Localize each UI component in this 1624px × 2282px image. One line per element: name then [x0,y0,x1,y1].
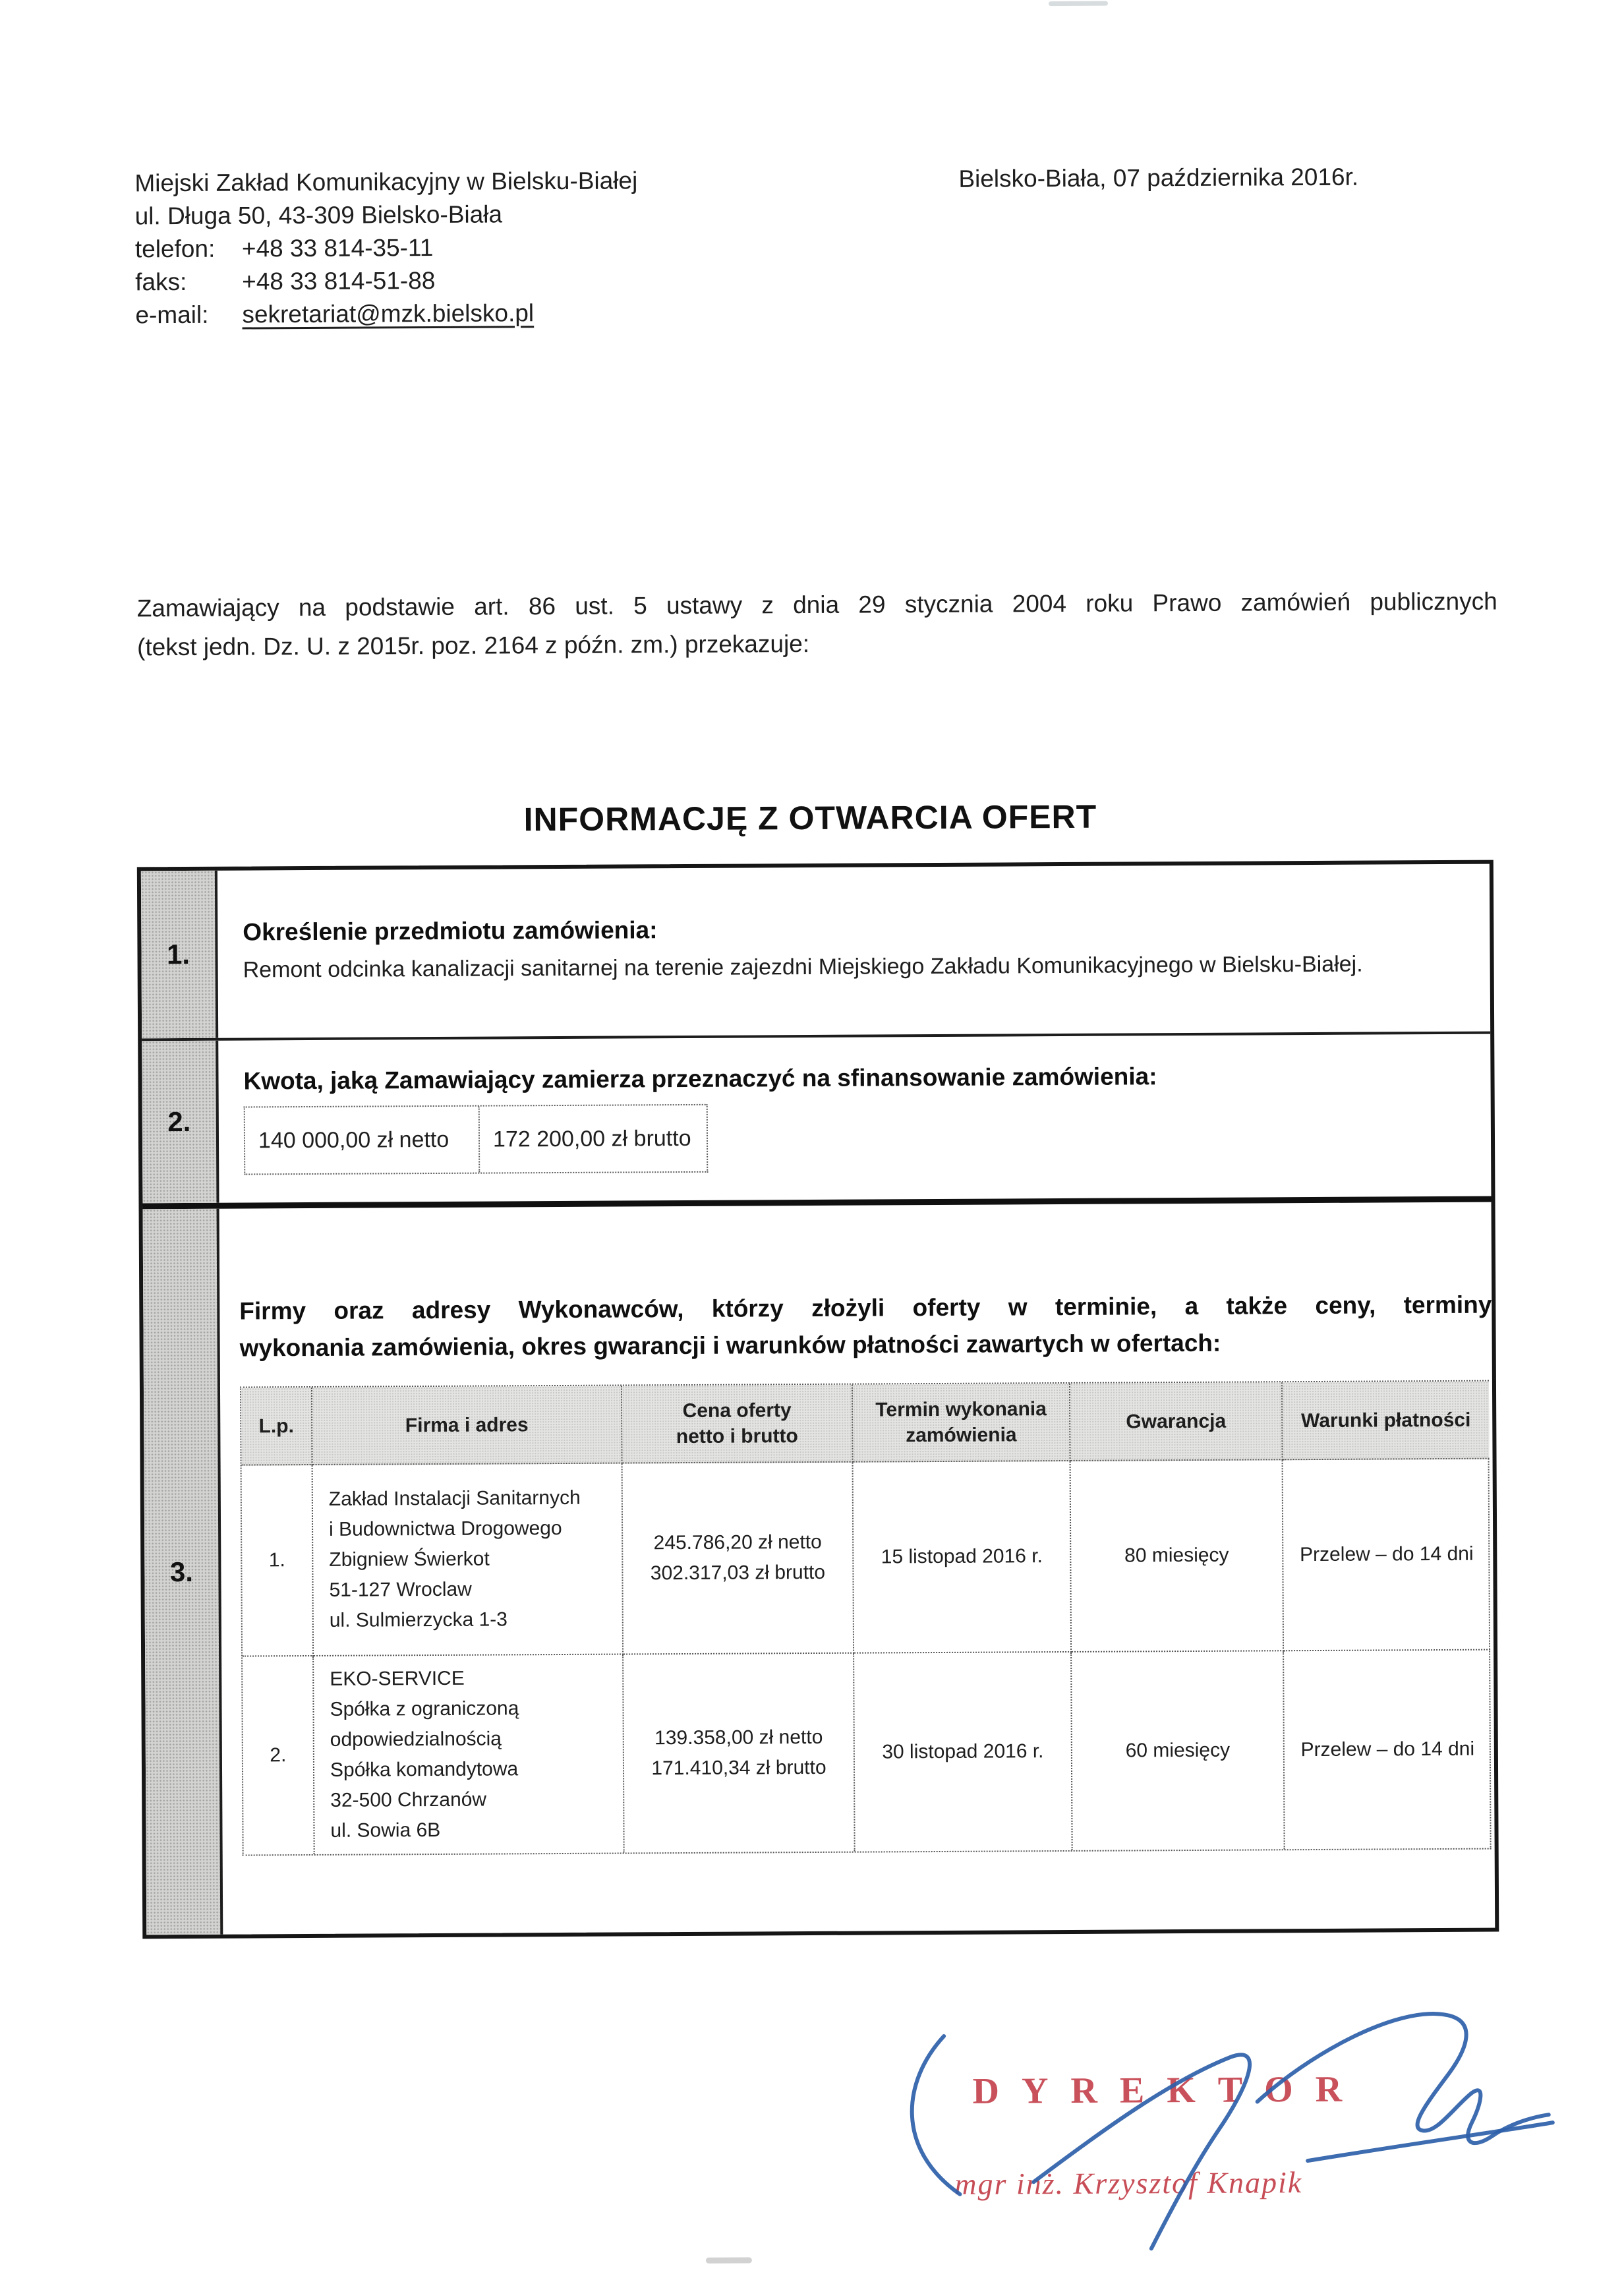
col-header-price: Cena oferty netto i brutto [622,1385,854,1464]
section-number-1: 1. [141,871,218,1039]
offer-2-term: 30 listopad 2016 r. [854,1653,1073,1852]
sender-block [134,164,638,332]
section-number-2: 2. [142,1041,219,1204]
section-row-2 [142,1032,1491,1204]
scan-artifact [706,2258,752,2264]
email-row [135,296,638,332]
phone-label: telefon: [134,235,216,263]
phone-value: +48 33 814-35-11 [241,233,434,262]
offer-1-warranty: 80 miesięcy [1071,1460,1285,1653]
director-stamp-title: DYREKTOR [972,2068,1365,2112]
signature-block [888,1993,1561,2260]
col-header-term: Termin wykonania zamówienia [853,1384,1071,1463]
sender-address: ul. Długa 50, 43-309 Bielsko-Biała [134,200,503,230]
fax-row [135,263,638,299]
amount-netto-cell: 140 000,00 zł netto [245,1107,480,1174]
section-body-1 [218,864,1490,1038]
handwritten-signature [888,1993,1561,2260]
offer-1-term: 15 listopad 2016 r. [854,1461,1072,1654]
sender-name: Miejski Zakład Komunikacyjny w Bielsku-Białej [134,167,638,197]
section-heading-3-line-2: wykonania zamówienia, okres gwarancji i warunków płatności zawartych w ofertach: [239,1329,1221,1362]
offer-1-company: Zakład Instalacji Sanitarnych i Budownictwa Drogowego Zbigniew Świerkot 51-127 Wroclaw ul. Sulmierzycka 1-3 [313,1464,624,1656]
offer-2-warranty: 60 miesięcy [1072,1651,1285,1850]
email-link: sekretariat@mzk.bielsko.pl [242,299,535,328]
director-stamp-name: mgr inż. Krzysztof Knapik [954,2165,1303,2201]
section-number-3: 3. [143,1209,223,1935]
section-row-3 [142,1196,1495,1935]
offers-table [240,1380,1492,1856]
section-heading-2: Kwota, jaką Zamawiający zamierza przeznaczyć na sfinansowanie zamówienia: [243,1063,1157,1095]
col-header-warranty: Gwarancja [1070,1382,1283,1461]
amounts-table [244,1104,709,1175]
dateline: Bielsko-Biała, 07 października 2016r. [958,163,1359,192]
scan-artifact [1049,1,1108,6]
offer-2-payment: Przelew – do 14 dni [1300,1738,1475,1761]
section-heading-1: Określenie przedmiotu zamówienia: [243,916,658,946]
col-header-lp: L.p. [241,1388,313,1466]
section-body-2 [218,1034,1491,1203]
offer-1-lp: 1. [242,1465,314,1657]
offer-2-lp: 2. [243,1656,315,1855]
section-body-3 [219,1202,1511,1934]
document-title: INFORMACJĘ Z OTWARCIA OFERT [523,798,1097,838]
offer-2-company: EKO-SERVICE Spółka z ograniczoną odpowiedzialnością Spółka komandytowa 32-500 Chrzanów ul. Sowia 6B [314,1655,625,1854]
offer-2-price: 139.358,00 zł netto 171.410,34 zł brutto [624,1654,856,1853]
email-label: e-mail: [135,301,209,329]
section-row-1 [141,864,1490,1039]
offer-1-payment: Przelew – do 14 dni [1283,1459,1491,1652]
fax-value: +48 33 814-51-88 [242,266,436,295]
intro-line-1: Zamawiający na podstawie art. 86 ust. 5 ustawy z dnia 29 stycznia 2004 roku Prawo zamówień publicznych [136,587,1497,622]
col-header-company: Firma i adres [312,1386,623,1465]
offer-1-price: 245.786,20 zł netto 302.317,03 zł brutto [623,1463,855,1655]
intro-line-2: (tekst jedn. Dz. U. z 2015r. poz. 2164 z późn. zm.) przekazuje: [136,630,810,661]
fax-label: faks: [135,268,187,296]
section-heading-3-line-1: Firmy oraz adresy Wykonawców, którzy złożyli oferty w terminie, a także ceny, terminy [239,1291,1492,1325]
phone-row [135,230,638,266]
section-text-1: Remont odcinka kanalizacji sanitarnej na terenie zajezdni Miejskiego Zakładu Komunikacyjnego w Bielsku-Białej. [243,951,1363,983]
col-header-payment: Warunki płatności [1283,1382,1490,1461]
main-table [137,860,1499,1939]
amount-brutto-cell: 172 200,00 zł brutto [492,1125,691,1152]
intro-paragraph [137,582,1498,667]
section-heading-3 [239,1287,1492,1367]
